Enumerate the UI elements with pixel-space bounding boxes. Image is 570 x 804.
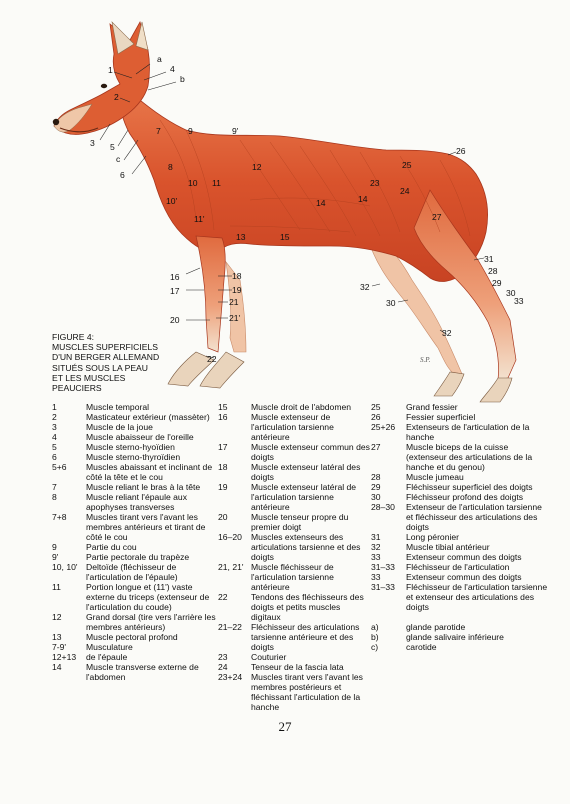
legend-column-3 [371, 402, 550, 652]
label-33: 33 [514, 296, 524, 306]
legend-entry [218, 412, 370, 442]
eye [101, 84, 107, 88]
legend-text: glande parotide [406, 622, 466, 632]
legend-number: 13 [52, 632, 62, 642]
legend-number: 12+13 [52, 652, 77, 662]
legend-number: 19 [218, 482, 228, 492]
label-1: 1 [108, 65, 113, 75]
artist-signature: S.P. [420, 356, 431, 364]
legend-text: Muscle sterno-thyroïdien [86, 452, 181, 462]
legend-text: Muscle reliant le bras à la tête [86, 482, 201, 492]
caption-line: MUSCLES SUPERFICIELS [52, 342, 159, 353]
legend-text: Tenseur de la fascia lata [251, 662, 344, 672]
legend-entry [371, 482, 550, 492]
legend-number: 31 [371, 532, 381, 542]
legend-column-1 [52, 402, 217, 682]
legend-text: Muscle biceps de la cuisse (extenseur des articulations de la hanche et du genou) [406, 442, 533, 472]
label-8: 8 [168, 162, 173, 172]
legend-entry [371, 632, 550, 642]
legend-number: 31–33 [371, 582, 395, 592]
caption-line: FIGURE 4: [52, 332, 95, 342]
label-9-prime: 9' [232, 126, 239, 136]
legend-number: 30 [371, 492, 381, 502]
legend-number: 29 [371, 482, 381, 492]
legend-number: 25 [371, 402, 381, 412]
legend-number: 31–33 [371, 562, 395, 572]
legend-number: 27 [371, 442, 381, 452]
label-a: a [157, 54, 162, 64]
label-32a: 32 [360, 282, 370, 292]
legend-text: Grand dorsal (tire vers l'arrière les membres antérieurs) [86, 612, 216, 632]
legend-text: Muscle droit de l'abdomen [251, 402, 352, 412]
label-10-prime: 10' [166, 196, 178, 206]
legend-number: 21, 21' [218, 562, 244, 572]
legend-text: de l'épaule [86, 652, 128, 662]
legend-entry [52, 512, 217, 542]
label-12: 12 [252, 162, 262, 172]
caption-line: ET LES MUSCLES [52, 372, 126, 383]
label-17: 17 [170, 286, 180, 296]
label-5: 5 [110, 142, 115, 152]
legend-number: a) [371, 622, 379, 632]
label-21-prime: 21' [229, 313, 241, 323]
label-21: 21 [229, 297, 239, 307]
legend-entry [371, 472, 550, 482]
label-26: 26 [456, 146, 466, 156]
figure-caption [52, 332, 227, 393]
label-3: 3 [90, 138, 95, 148]
legend-number: 25+26 [371, 422, 396, 432]
label-14b: 14 [358, 194, 368, 204]
legend-number: 28 [371, 472, 381, 482]
legend-entry [52, 652, 217, 662]
label-c: c [116, 154, 121, 164]
legend-number: 28–30 [371, 502, 395, 512]
label-16: 16 [170, 272, 180, 282]
legend-entry [52, 432, 217, 442]
legend-text: Tendons des fléchisseurs des doigts et petits muscles digitaux [251, 592, 364, 622]
legend-text: Extenseur commun des doigts [406, 572, 522, 582]
legend-text: Musculature [86, 642, 133, 652]
legend-number: 5 [52, 442, 57, 452]
label-13: 13 [236, 232, 246, 242]
legend-number: 23+24 [218, 672, 243, 682]
legend-number: 15 [218, 402, 228, 412]
legend-entry [218, 672, 370, 712]
legend-number: b) [371, 632, 379, 642]
legend-number: 26 [371, 412, 381, 422]
legend-number: 6 [52, 452, 57, 462]
legend-text: glande salivaire inférieure [406, 632, 504, 642]
legend-number: 24 [218, 662, 228, 672]
legend-text: Fléchisseur des articulations tarsienne antérieure et des doigts [251, 622, 360, 652]
legend-text: Muscle extenseur commun des doigts [251, 442, 370, 462]
legend-number: 7-9' [52, 642, 67, 652]
legend-entry [371, 412, 550, 422]
legend-column-2 [218, 402, 370, 712]
label-27: 27 [432, 212, 442, 222]
legend-entry [371, 622, 550, 632]
legend-number: 14 [52, 662, 62, 672]
legend-entry [218, 402, 370, 412]
legend-text: Couturier [251, 652, 287, 662]
caption-line: SITUÉS SOUS LA PEAU [52, 362, 148, 373]
legend-text: Muscle jumeau [406, 472, 464, 482]
legend-number: 18 [218, 462, 228, 472]
legend-text: Muscle extenseur latéral des doigts [251, 462, 361, 482]
label-31: 31 [484, 254, 494, 264]
legend-entry [52, 452, 217, 462]
legend-text: Partie pectorale du trapèze [86, 552, 190, 562]
legend-entry [218, 532, 370, 562]
legend-number: 9 [52, 542, 57, 552]
legend-number: 33 [371, 572, 381, 582]
legend-number: 8 [52, 492, 57, 502]
legend-number: 12 [52, 612, 62, 622]
legend-text: Muscles extenseurs des articulations tarsienne et des doigts [251, 532, 361, 562]
label-30a: 30 [506, 288, 516, 298]
label-22: 22 [207, 354, 217, 364]
legend-entry [371, 422, 550, 442]
legend-number: 21–22 [218, 622, 242, 632]
legend-text: Fléchisseur superficiel des doigts [406, 482, 533, 492]
legend-entry [371, 582, 550, 612]
legend-entry [52, 632, 217, 642]
legend-spacer [371, 612, 550, 622]
legend-text: Muscles abaissant et inclinant de côté la tête et le cou [86, 462, 213, 482]
label-19: 19 [232, 285, 242, 295]
legend-number: 7 [52, 482, 57, 492]
label-23: 23 [370, 178, 380, 188]
legend-entry [371, 572, 550, 582]
label-6: 6 [120, 170, 125, 180]
legend-text: Fléchisseur de l'articulation [406, 562, 510, 572]
legend-entry [52, 492, 217, 512]
legend-entry [52, 642, 217, 652]
legend-number: 5+6 [52, 462, 67, 472]
legend-text: Extenseurs de l'articulation de la hanche [406, 422, 530, 442]
legend-text: Muscle abaisseur de l'oreille [86, 432, 194, 442]
label-32b: 32 [442, 328, 452, 338]
legend-entry [52, 462, 217, 482]
label-24: 24 [400, 186, 410, 196]
caption-line: D'UN BERGER ALLEMAND [52, 352, 160, 363]
legend-entry [52, 442, 217, 452]
legend-number: 33 [371, 552, 381, 562]
legend-entry [371, 502, 550, 532]
legend-text: Deltoïde (fléchisseur de l'articulation de l'épaule) [86, 562, 178, 582]
label-7: 7 [156, 126, 161, 136]
legend-entry [218, 442, 370, 462]
label-28: 28 [488, 266, 498, 276]
legend-text: Extenseur commun des doigts [406, 552, 522, 562]
legend-number: 4 [52, 432, 57, 442]
legend-text: Fessier superficiel [406, 412, 476, 422]
legend-text: Muscle extenseur latéral de l'articulation tarsienne antérieure [251, 482, 357, 512]
legend-entry [218, 512, 370, 532]
label-4: 4 [170, 64, 175, 74]
label-18: 18 [232, 271, 242, 281]
legend-number: 32 [371, 542, 381, 552]
legend-entry [52, 422, 217, 432]
legend-number: 7+8 [52, 512, 67, 522]
legend-entry [52, 482, 217, 492]
legend-entry [371, 442, 550, 472]
legend-text: Muscle sterno-hyoïdien [86, 442, 175, 452]
label-11: 11 [212, 178, 221, 188]
legend-number: 11 [52, 582, 61, 592]
nose [53, 119, 59, 125]
legend-text: Muscle tenseur propre du premier doigt [251, 512, 349, 532]
legend-text: carotide [406, 642, 437, 652]
far-hind-paw [434, 372, 464, 396]
legend-text: Fléchisseur de l'articulation tarsienne et extenseur des articulations des doigts [406, 582, 548, 612]
legend-text: Muscle tibial antérieur [406, 542, 490, 552]
legend-number: 17 [218, 442, 228, 452]
label-20: 20 [170, 315, 180, 325]
legend-text: Partie du cou [86, 542, 137, 552]
legend-text: Muscle transverse externe de l'abdomen [86, 662, 199, 682]
label-2: 2 [114, 92, 119, 102]
legend-entry [52, 662, 217, 682]
label-11-prime: 11' [194, 214, 205, 224]
legend-entry [218, 592, 370, 622]
label-15: 15 [280, 232, 290, 242]
legend-number: 1 [52, 402, 57, 412]
legend-entry [218, 462, 370, 482]
legend-text: Muscles tirant vers l'avant les membres postérieurs et fléchissant l'articulation de la hanche [251, 672, 363, 712]
legend-entry [52, 402, 217, 412]
legend-text: Extenseur de l'articulation tarsienne et fléchisseur des articulations des doigts [406, 502, 542, 532]
legend-number: 3 [52, 422, 57, 432]
legend-text: Muscle extenseur de l'articulation tarsienne antérieure [251, 412, 334, 442]
label-9: 9 [188, 126, 193, 136]
label-25: 25 [402, 160, 412, 170]
legend-text: Muscle reliant l'épaule aux apophyses transverses [86, 492, 188, 512]
legend-entry [52, 412, 217, 422]
legend-entry [52, 552, 217, 562]
legend-text: Portion longue et (11') vaste externe du triceps (extenseur de l'articulation du coude) [86, 582, 210, 612]
label-14a: 14 [316, 198, 326, 208]
legend-number: 20 [218, 512, 228, 522]
legend-text: Muscle de la joue [86, 422, 153, 432]
legend-text: Muscle fléchisseur de l'articulation tarsienne antérieure [251, 562, 334, 592]
legend-number: 23 [218, 652, 228, 662]
legend-text: Muscle temporal [86, 402, 150, 412]
legend-entry [218, 562, 370, 592]
legend-text: Muscles tirant vers l'avant les membres antérieurs et tirant de côté le cou [86, 512, 206, 542]
label-29: 29 [492, 278, 502, 288]
legend-entry [52, 612, 217, 632]
legend-text: Muscle pectoral profond [86, 632, 178, 642]
legend-entry [218, 662, 370, 672]
legend-text: Masticateur extérieur (massèter) [86, 412, 210, 422]
hind-paw [480, 378, 512, 402]
legend-entry [371, 492, 550, 502]
legend-entry [371, 552, 550, 562]
legend-entry [371, 562, 550, 572]
legend-number: 9' [52, 552, 59, 562]
legend-entry [218, 482, 370, 512]
legend-entry [218, 622, 370, 652]
legend-entry [52, 542, 217, 552]
legend-number: 16 [218, 412, 228, 422]
legend-text: Fléchisseur profond des doigts [406, 492, 524, 502]
legend-entry [371, 402, 550, 412]
legend-entry [371, 642, 550, 652]
label-b: b [180, 74, 185, 84]
legend-text: Long péronier [406, 532, 460, 542]
page-number: 27 [278, 719, 292, 734]
legend-number: 16–20 [218, 532, 242, 542]
legend-entry [218, 652, 370, 662]
label-30b: 30 [386, 298, 396, 308]
legend-entry [52, 582, 217, 612]
legend-number: 2 [52, 412, 57, 422]
label-10: 10 [188, 178, 198, 188]
legend-entry [371, 542, 550, 552]
legend-number: 22 [218, 592, 228, 602]
caption-line: PEAUCIERS [52, 383, 102, 394]
legend-text: Grand fessier [406, 402, 458, 412]
legend-entry [371, 532, 550, 542]
legend-entry [52, 562, 217, 582]
legend-number: c) [371, 642, 379, 652]
legend-number: 10, 10' [52, 562, 78, 572]
